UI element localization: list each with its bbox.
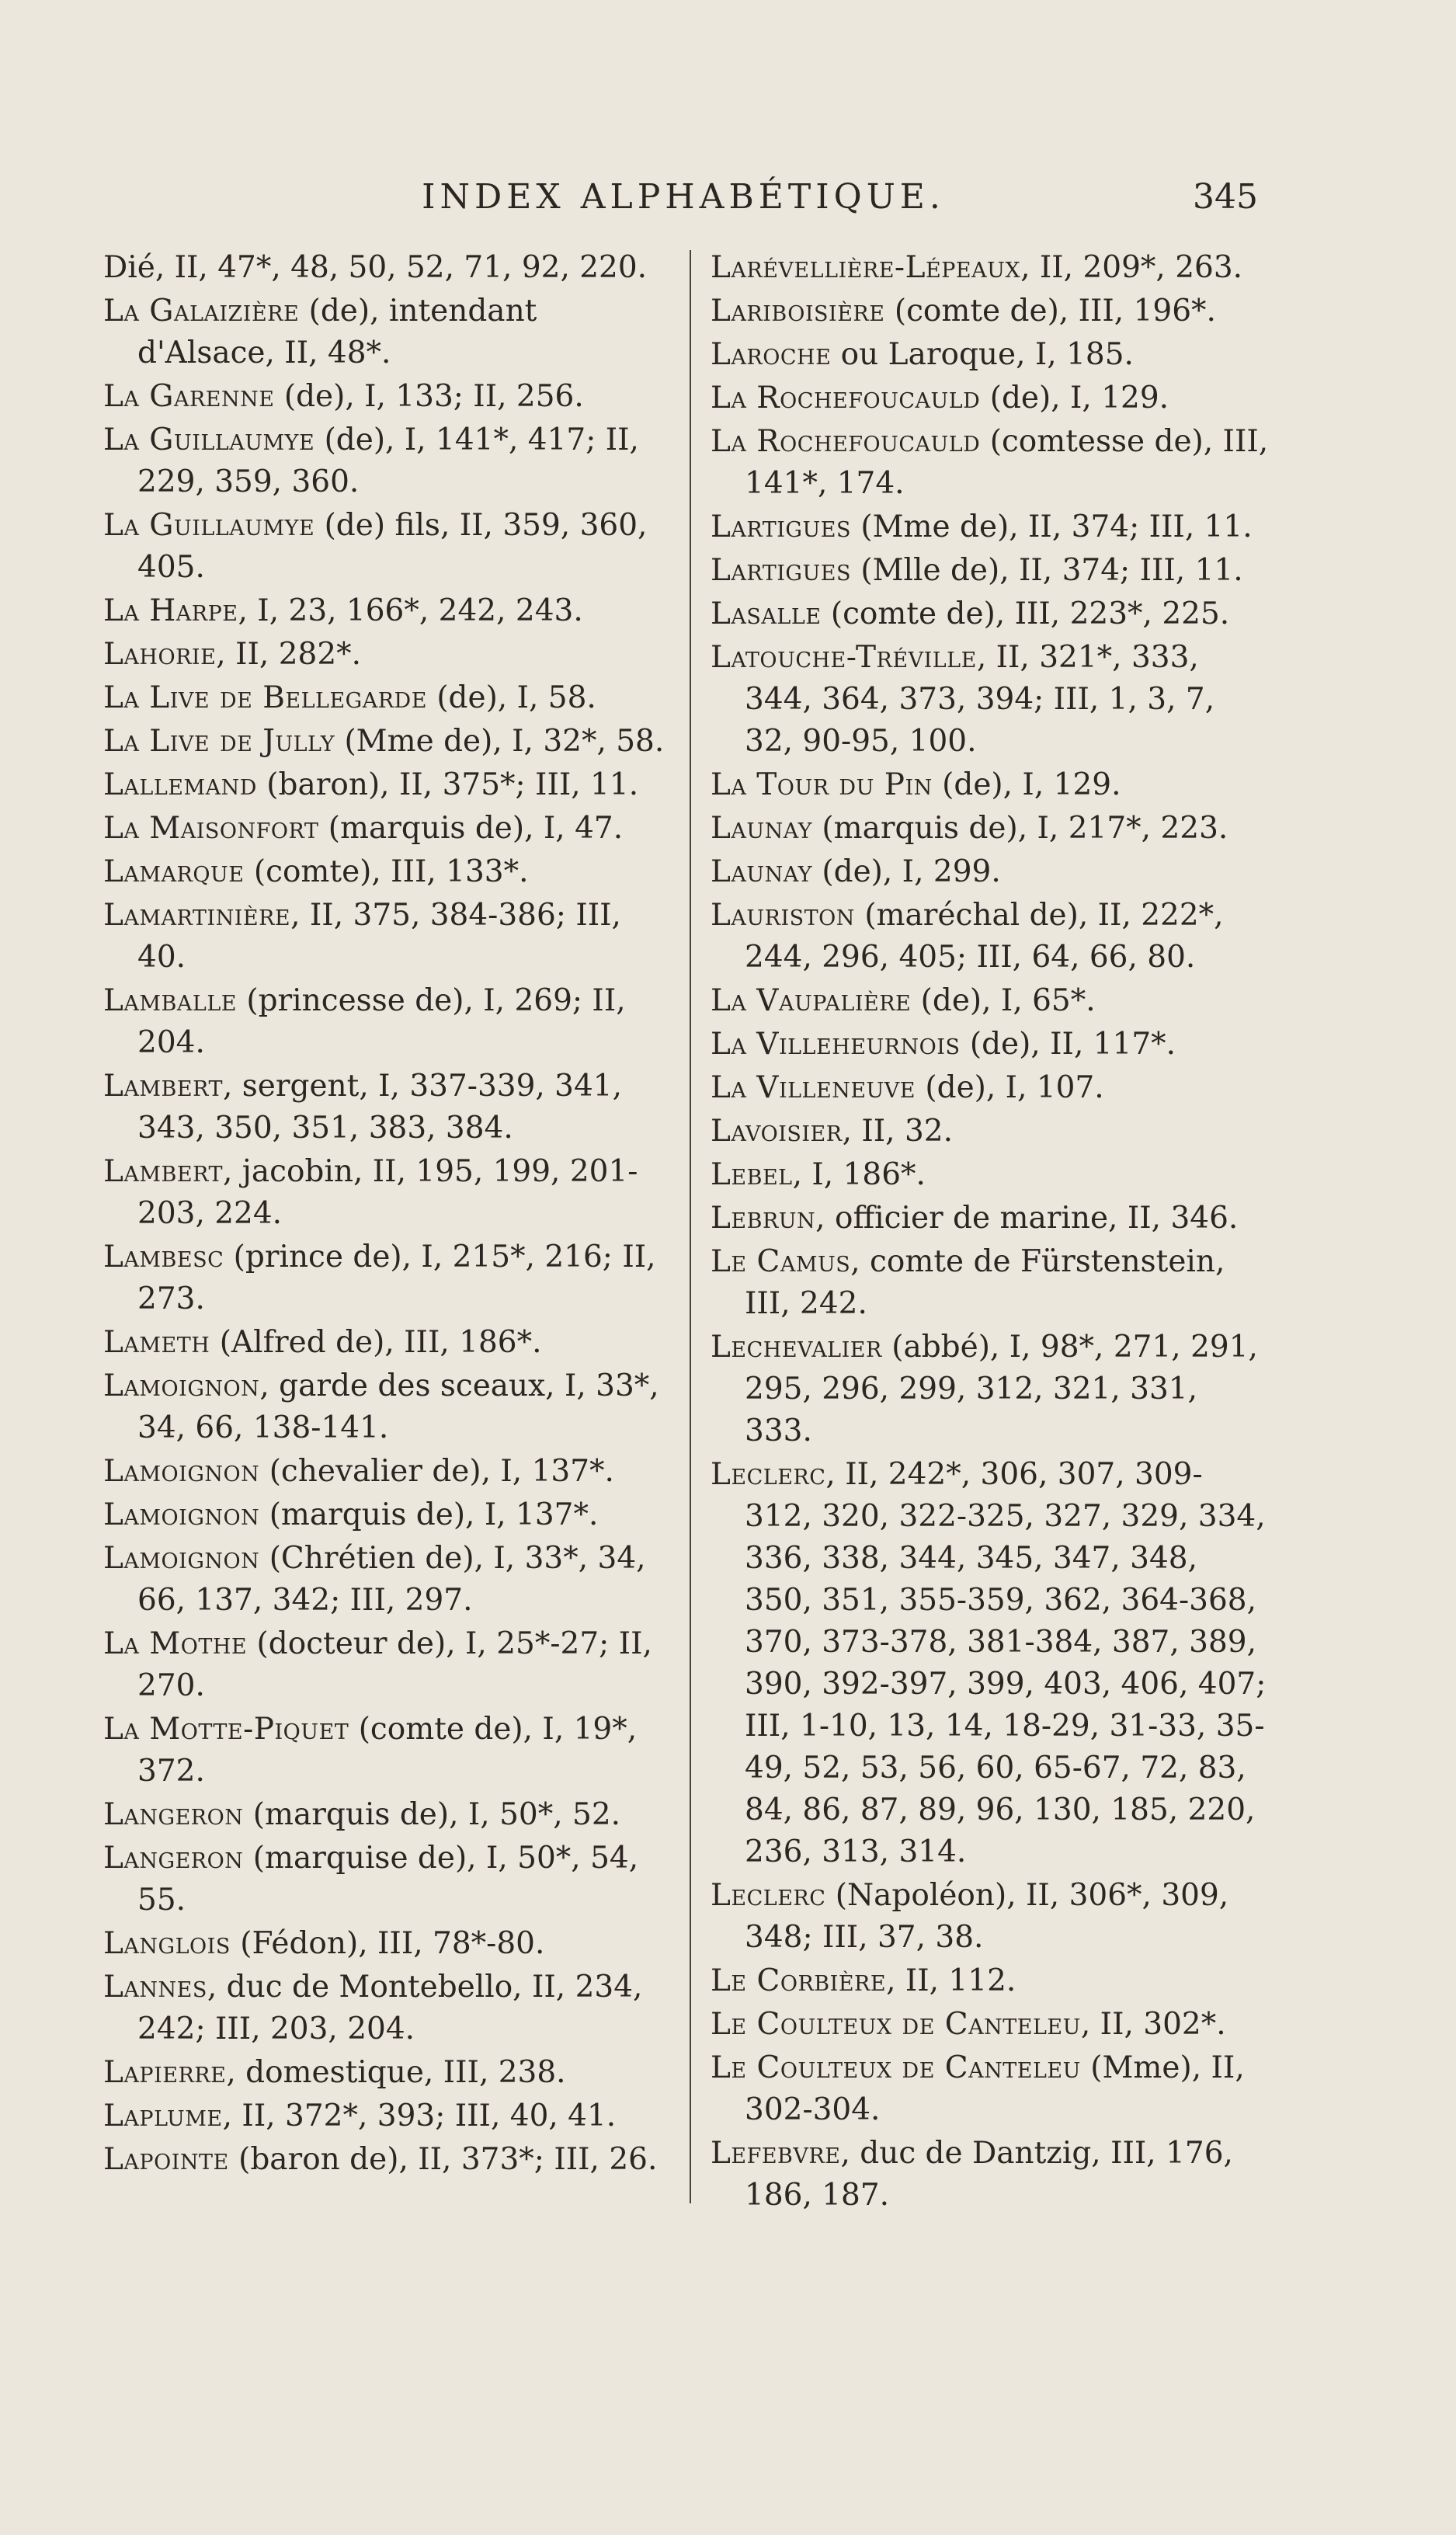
entry-name: Lebel bbox=[711, 1157, 793, 1192]
index-entry bbox=[711, 1024, 1270, 1066]
index-entry bbox=[103, 1538, 674, 1622]
index-entry bbox=[103, 1151, 674, 1235]
entry-references: , II, 112. bbox=[886, 1963, 1016, 1998]
index-entry bbox=[103, 2052, 674, 2094]
entry-name: La Vaupalière bbox=[711, 983, 912, 1018]
index-column-left bbox=[103, 247, 674, 2182]
index-entry bbox=[711, 808, 1270, 850]
index-entry bbox=[103, 290, 674, 374]
entry-name: Lapointe bbox=[103, 2142, 229, 2177]
entry-name: Lamoignon bbox=[103, 1541, 260, 1576]
index-entry bbox=[711, 421, 1270, 505]
index-entry bbox=[103, 1966, 674, 2050]
entry-name: Lamoignon bbox=[103, 1368, 260, 1403]
entry-name: Lamballe bbox=[103, 983, 237, 1018]
entry-name: La Live de Jully bbox=[103, 724, 335, 759]
entry-references: (de), I, 133; II, 256. bbox=[274, 379, 584, 414]
entry-name: Lambesc bbox=[103, 1240, 224, 1274]
entry-name: Lauriston bbox=[711, 898, 855, 933]
entry-name: Lavoisier bbox=[711, 1114, 843, 1149]
index-entry bbox=[711, 637, 1270, 763]
index-entry bbox=[103, 634, 674, 676]
index-entry bbox=[103, 1365, 674, 1449]
entry-references: , II, 372*, 393; III, 40, 41. bbox=[222, 2099, 617, 2133]
entry-name: Laroche bbox=[711, 337, 832, 372]
entry-references: ou Laroque, I, 185. bbox=[831, 337, 1134, 372]
index-entry bbox=[711, 851, 1270, 893]
entry-name: Latouche-Tréville bbox=[711, 640, 977, 675]
entry-references: (chevalier de), I, 137*. bbox=[259, 1454, 614, 1489]
entry-references: (Napoléon), II, 306*, 309, 348; III, 37, 38. bbox=[745, 1878, 1229, 1955]
entry-name: La Rochefoucauld bbox=[711, 381, 981, 416]
index-entry bbox=[103, 1322, 674, 1364]
index-entry bbox=[103, 980, 674, 1064]
entry-name: Lamoignon bbox=[103, 1497, 260, 1532]
index-entry bbox=[103, 1494, 674, 1536]
entry-references: (Mme de), II, 374; III, 11. bbox=[850, 509, 1253, 544]
entry-name: Lartigues bbox=[711, 509, 851, 544]
entry-references: (de), I, 299. bbox=[812, 854, 1001, 889]
entry-name: Lasalle bbox=[711, 596, 822, 631]
index-entry bbox=[711, 593, 1270, 635]
entry-references: (Mlle de), II, 374; III, 11. bbox=[850, 553, 1243, 588]
index-entry bbox=[711, 1198, 1270, 1240]
entry-references: (marquis de), I, 137*. bbox=[259, 1497, 599, 1532]
entry-name: Lamartinière bbox=[103, 898, 291, 933]
entry-name: Lamoignon bbox=[103, 1454, 260, 1489]
entry-references: (de), I, 107. bbox=[916, 1070, 1104, 1105]
index-entry bbox=[103, 808, 674, 850]
entry-name: Lechevalier bbox=[711, 1330, 882, 1365]
index-entry bbox=[711, 2047, 1270, 2131]
entry-name: Lahorie bbox=[103, 637, 217, 672]
entry-name: Lebrun bbox=[711, 1201, 816, 1236]
entry-name: La Guillaumye bbox=[103, 508, 315, 543]
index-entry bbox=[711, 290, 1270, 332]
entry-references: (de), I, 129. bbox=[980, 381, 1169, 416]
entry-references: (de) fils, II, 359, 360, 405. bbox=[137, 508, 648, 585]
index-entry bbox=[103, 895, 674, 979]
index-entry bbox=[103, 1623, 674, 1707]
entry-references: (prince de), I, 215*, 216; II, 273. bbox=[137, 1240, 656, 1316]
index-entry bbox=[711, 377, 1270, 419]
index-column-right bbox=[711, 247, 1270, 2218]
index-entry bbox=[711, 550, 1270, 592]
entry-references: (abbé), I, 98*, 271, 291, 295, 296, 299, 312, 321, 331, 333. bbox=[745, 1330, 1258, 1448]
entry-name: La Maisonfort bbox=[103, 811, 319, 846]
entry-name: Leclerc bbox=[711, 1878, 826, 1913]
entry-references: (comte de), III, 196*. bbox=[884, 294, 1216, 329]
entry-name: Le Coulteux de Canteleu bbox=[711, 2050, 1081, 2085]
entry-references: , I, 186*. bbox=[792, 1157, 926, 1192]
page-number: 345 bbox=[1193, 177, 1258, 217]
entry-references: (docteur de), I, 25*-27; II, 270. bbox=[137, 1626, 652, 1703]
entry-name: Lannes bbox=[103, 1970, 207, 2005]
index-entry bbox=[103, 2095, 674, 2137]
index-entry bbox=[103, 721, 674, 763]
entry-references: (Mme), II, 302-304. bbox=[745, 2050, 1245, 2127]
index-entry bbox=[711, 247, 1270, 289]
entry-references: (maréchal de), II, 222*, 244, 296, 405; III, 64, 66, 80. bbox=[745, 898, 1224, 975]
index-entry bbox=[711, 1067, 1270, 1109]
index-entry bbox=[711, 1327, 1270, 1452]
entry-references: (de), I, 141*, 417; II, 229, 359, 360. bbox=[137, 422, 639, 499]
entry-references: , II, 209*, 263. bbox=[1020, 250, 1243, 285]
index-entry bbox=[103, 247, 674, 289]
index-entry bbox=[103, 2139, 674, 2181]
entry-name: Langlois bbox=[103, 1926, 231, 1961]
index-entry bbox=[103, 505, 674, 589]
index-entry bbox=[103, 1451, 674, 1493]
entry-references: (Fédon), III, 78*-80. bbox=[230, 1926, 545, 1961]
index-entry bbox=[711, 764, 1270, 806]
entry-references: (baron de), II, 373*; III, 26. bbox=[228, 2142, 658, 2177]
entry-references: (de), intendant d'Alsace, II, 48*. bbox=[137, 294, 537, 370]
index-entry bbox=[711, 1960, 1270, 2002]
index-entry bbox=[103, 1794, 674, 1836]
index-entry bbox=[711, 1875, 1270, 1959]
entry-references: , II, 242*, 306, 307, 309-312, 320, 322-325, 327, 329, 334, 336, 338, 344, 345, 347, 348, 350, 351, 355-359, 362, 364-368, 370, 373-378, 381-384, 387, 389, 390, 392-397, 399, 403, 406, 407; III, 1-10, 13, 14, 18-29, 31-33, 35-49, 52, 53, 56, 60, 65-67, 72, 83, 84, 86, 87, 89, 96, 130, 185, 220, 236, 313, 314. bbox=[745, 1457, 1267, 1869]
entry-references: (marquis de), I, 217*, 223. bbox=[812, 811, 1228, 846]
entry-references: (comte), III, 133*. bbox=[244, 854, 529, 889]
entry-name: La Mothe bbox=[103, 1626, 248, 1661]
index-entry bbox=[103, 1838, 674, 1921]
entry-name: La Motte-Piquet bbox=[103, 1712, 349, 1747]
entry-name: Lambert bbox=[103, 1069, 223, 1104]
entry-name: Le Camus bbox=[711, 1244, 851, 1279]
entry-references: , garde des sceaux, I, 33*, 34, 66, 138-141. bbox=[137, 1368, 659, 1445]
entry-references: , I, 23, 166*, 242, 243. bbox=[238, 593, 583, 628]
entry-references: (de), I, 129. bbox=[932, 767, 1121, 802]
entry-references: (marquis de), I, 50*, 52. bbox=[243, 1797, 621, 1832]
index-entry bbox=[711, 1111, 1270, 1153]
index-entry bbox=[711, 980, 1270, 1022]
index-entry bbox=[103, 1923, 674, 1965]
entry-name: Laplume bbox=[103, 2099, 223, 2133]
entry-name: Lamarque bbox=[103, 854, 245, 889]
entry-references: , II, 375, 384-386; III, 40. bbox=[137, 898, 621, 975]
entry-name: La Villeneuve bbox=[711, 1070, 916, 1105]
index-entry bbox=[103, 851, 674, 893]
entry-references: , duc de Dantzig, III, 176, 186, 187. bbox=[745, 2136, 1233, 2213]
entry-references: , II, 282*. bbox=[216, 637, 362, 672]
index-entry bbox=[711, 1154, 1270, 1196]
entry-name: Lartigues bbox=[711, 553, 851, 588]
entry-name: Le Coulteux de Canteleu bbox=[711, 2007, 1081, 2042]
entry-name: La Rochefoucauld bbox=[711, 424, 981, 459]
index-entry bbox=[103, 677, 674, 719]
index-entry bbox=[103, 1236, 674, 1320]
entry-name: Le Corbière bbox=[711, 1963, 887, 1998]
entry-name: Leclerc bbox=[711, 1457, 826, 1492]
entry-references: (princesse de), I, 269; II, 204. bbox=[137, 983, 626, 1060]
entry-name: Lefebvre bbox=[711, 2136, 841, 2171]
index-entry bbox=[711, 2133, 1270, 2217]
entry-references: (marquise de), I, 50*, 54, 55. bbox=[137, 1841, 639, 1918]
entry-name: Launay bbox=[711, 811, 813, 846]
entry-name: La Tour du Pin bbox=[711, 767, 933, 802]
entry-name: Lariboisière bbox=[711, 294, 885, 329]
entry-references: (de), II, 117*. bbox=[960, 1027, 1176, 1062]
entry-name: Lambert bbox=[103, 1154, 223, 1189]
entry-references: , domestique, III, 238. bbox=[226, 2055, 566, 2090]
page-header bbox=[109, 177, 1258, 224]
index-entry bbox=[711, 2004, 1270, 2046]
index-entry bbox=[103, 419, 674, 503]
entry-references: (de), I, 65*. bbox=[911, 983, 1096, 1018]
index-entry bbox=[103, 376, 674, 418]
index-entry bbox=[711, 334, 1270, 376]
entry-name: Langeron bbox=[103, 1841, 244, 1876]
entry-references: (Chrétien de), I, 33*, 34, 66, 137, 342; III, 297. bbox=[137, 1541, 646, 1618]
entry-references: , sergent, I, 337-339, 341, 343, 350, 351, 383, 384. bbox=[137, 1069, 623, 1146]
entry-references: , II, 321*, 333, 344, 364, 373, 394; III, 1, 3, 7, 32, 90-95, 100. bbox=[745, 640, 1215, 759]
entry-name: La Garenne bbox=[103, 379, 275, 414]
entry-name: Larévellière-Lépeaux bbox=[711, 250, 1021, 285]
index-entry bbox=[103, 590, 674, 632]
column-divider bbox=[690, 250, 691, 2203]
entry-references: , jacobin, II, 195, 199, 201-203, 224. bbox=[137, 1154, 638, 1231]
entry-name: Lallemand bbox=[103, 767, 257, 802]
entry-references: (comtesse de), III, 141*, 174. bbox=[745, 424, 1269, 501]
entry-name: La Galaizière bbox=[103, 294, 300, 329]
index-entry bbox=[711, 1454, 1270, 1873]
entry-references: (marquis de), I, 47. bbox=[318, 811, 624, 846]
entry-references: , II, 302*. bbox=[1080, 2007, 1226, 2042]
entry-references: Dié, II, 47*, 48, 50, 52, 71, 92, 220. bbox=[103, 250, 648, 285]
index-entry bbox=[103, 1709, 674, 1793]
index-entry bbox=[103, 764, 674, 806]
entry-name: La Guillaumye bbox=[103, 422, 315, 457]
entry-references: (comte de), III, 223*, 225. bbox=[821, 596, 1230, 631]
entry-references: (comte de), I, 19*, 372. bbox=[137, 1712, 638, 1789]
running-title: INDEX ALPHABÉTIQUE. bbox=[422, 177, 945, 217]
entry-name: La Villeheurnois bbox=[711, 1027, 961, 1062]
entry-name: Lapierre bbox=[103, 2055, 227, 2090]
entry-references: , II, 32. bbox=[842, 1114, 954, 1149]
index-entry bbox=[711, 506, 1270, 548]
entry-name: Lameth bbox=[103, 1325, 210, 1360]
index-entry bbox=[103, 1066, 674, 1149]
entry-name: La Harpe bbox=[103, 593, 238, 628]
entry-name: Launay bbox=[711, 854, 813, 889]
entry-name: La Live de Bellegarde bbox=[103, 680, 427, 715]
entry-references: , duc de Montebello, II, 234, 242; III, 203, 204. bbox=[137, 1970, 643, 2046]
entry-references: (Mme de), I, 32*, 58. bbox=[335, 724, 665, 759]
entry-references: (Alfred de), III, 186*. bbox=[210, 1325, 542, 1360]
entry-references: , officier de marine, II, 346. bbox=[815, 1201, 1239, 1236]
entry-name: Langeron bbox=[103, 1797, 244, 1832]
index-entry bbox=[711, 1241, 1270, 1325]
entry-references: , comte de Fürstenstein, III, 242. bbox=[745, 1244, 1225, 1321]
entry-references: (baron), II, 375*; III, 11. bbox=[256, 767, 639, 802]
index-entry bbox=[711, 895, 1270, 979]
entry-references: (de), I, 58. bbox=[426, 680, 596, 715]
